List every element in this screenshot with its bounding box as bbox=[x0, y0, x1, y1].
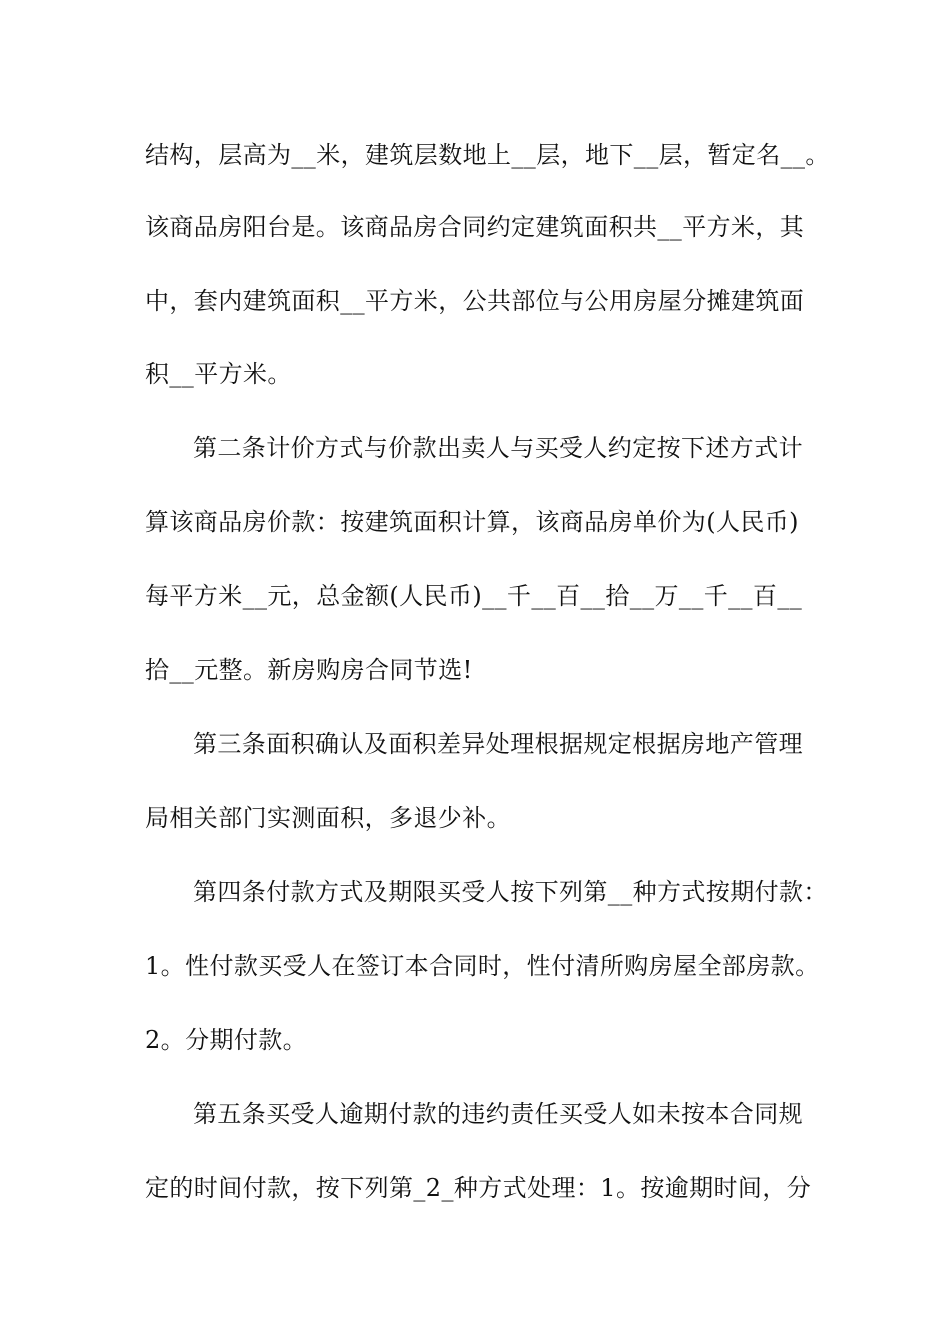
text-line: 每平方米__元，总金额(人民币)__千__百__拾__万__千__百__ bbox=[145, 582, 803, 610]
paragraph-start-line: 第四条付款方式及期限买受人按下列第__种方式按期付款： bbox=[193, 878, 828, 906]
text-line: 积__平方米。 bbox=[145, 360, 292, 388]
text-line: 中，套内建筑面积__平方米，公共部位与公用房屋分摊建筑面 bbox=[145, 287, 805, 315]
text-line: 该商品房阳台是。该商品房合同约定建筑面积共__平方米，其 bbox=[145, 213, 805, 241]
text-line: 结构，层高为__米，建筑层数地上__层，地下__层，暂定名__。 bbox=[145, 141, 830, 169]
text-line: 局相关部门实测面积，多退少补。 bbox=[145, 804, 511, 832]
text-line: 2。分期付款。 bbox=[145, 1026, 308, 1054]
text-line: 算该商品房价款：按建筑面积计算，该商品房单价为(人民币) bbox=[145, 508, 799, 536]
paragraph-start-line: 第三条面积确认及面积差异处理根据规定根据房地产管理 bbox=[193, 730, 803, 758]
paragraph-start-line: 第二条计价方式与价款出卖人与买受人约定按下述方式计 bbox=[193, 434, 803, 462]
text-line: 1。性付款买受人在签订本合同时，性付清所购房屋全部房款。 bbox=[145, 952, 820, 980]
text-line: 拾__元整。新房购房合同节选! bbox=[145, 656, 473, 684]
paragraph-start-line: 第五条买受人逾期付款的违约责任买受人如未按本合同规 bbox=[193, 1100, 803, 1128]
text-line: 定的时间付款，按下列第_2_种方式处理：1。按逾期时间，分 bbox=[145, 1174, 812, 1202]
